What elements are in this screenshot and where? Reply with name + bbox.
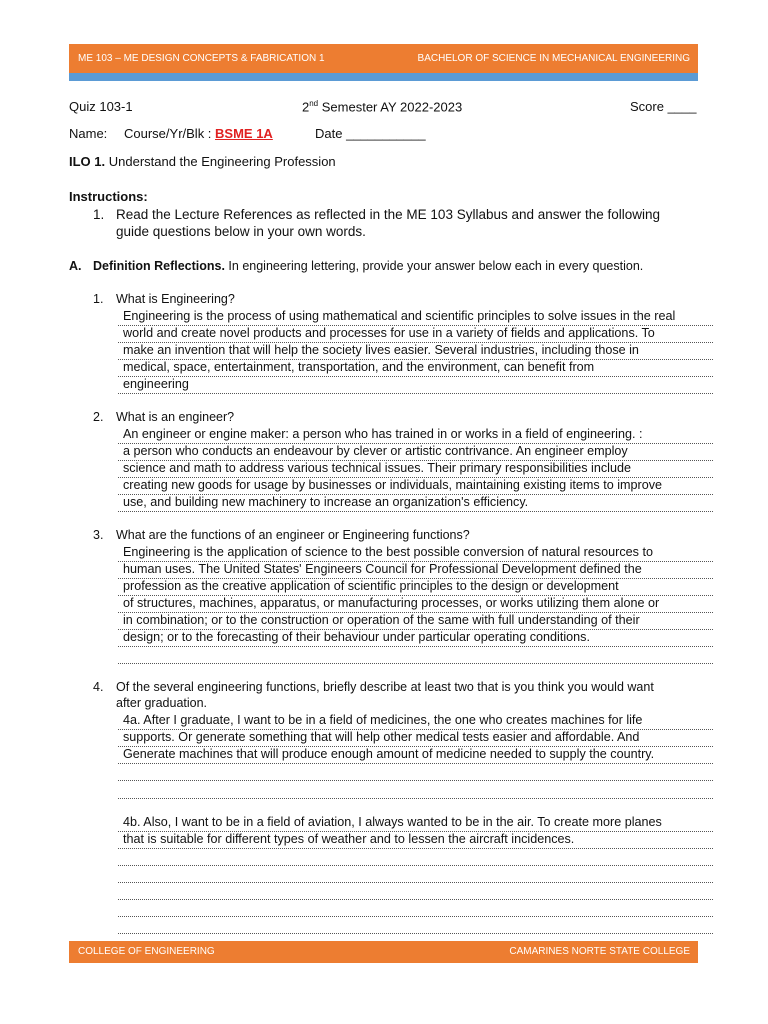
answer-line[interactable]: a person who conducts an endeavour by clever or artistic contrivance. An engineer employ	[118, 443, 713, 461]
section-letter: A.	[69, 259, 82, 273]
program-title: BACHELOR OF SCIENCE IN MECHANICAL ENGINEERING	[417, 53, 690, 64]
blank-answer-line[interactable]	[118, 898, 713, 900]
answer-line[interactable]: make an invention that will help the society lives easier. Several industries, including those in	[118, 342, 713, 360]
answer-line[interactable]: medical, space, entertainment, transportation, and the environment, can benefit from	[118, 359, 713, 377]
school-name: CAMARINES NORTE STATE COLLEGE	[509, 946, 690, 957]
answer-line[interactable]: of structures, machines, apparatus, or manufacturing processes, or works utilizing them alone or	[118, 595, 713, 613]
ilo-line: ILO 1. Understand the Engineering Profession	[69, 154, 336, 169]
header-accent-strip	[69, 73, 698, 81]
answer-line[interactable]: that is suitable for different types of weather and to lessen the aircraft incidences.	[118, 831, 713, 849]
answer-line[interactable]: Generate machines that will produce enough amount of medicine needed to supply the country.	[118, 746, 713, 764]
question-text-line-1: Of the several engineering functions, briefly describe at least two that is you think you would want	[116, 680, 654, 694]
question-number: 2.	[93, 410, 104, 424]
answer-line[interactable]: design; or to the forecasting of their behaviour under particular operating conditions.	[118, 629, 713, 647]
name-label: Name:	[69, 126, 108, 141]
blank-answer-line[interactable]	[118, 881, 713, 883]
section-heading: Definition Reflections. In engineering lettering, provide your answer below each in every question.	[93, 259, 644, 273]
blank-answer-line[interactable]	[118, 797, 713, 799]
answer-line[interactable]: in combination; or to the construction or operation of the same with full understanding of their	[118, 612, 713, 630]
answer-line[interactable]: Engineering is the process of using mathematical and scientific principles to solve issues in the real	[118, 308, 713, 326]
blank-answer-line[interactable]	[118, 779, 713, 781]
answer-line[interactable]: 4a. After I graduate, I want to be in a field of medicines, the one who creates machines for life	[118, 712, 713, 730]
answer-line[interactable]: supports. Or generate something that will help other medical tests easier and affordable. And	[118, 729, 713, 747]
blank-answer-line[interactable]	[118, 864, 713, 866]
header-band	[69, 44, 698, 73]
quiz-label: Quiz 103-1	[69, 99, 133, 114]
course-title: ME 103 – ME DESIGN CONCEPTS & FABRICATION 1	[78, 53, 325, 64]
answer-line[interactable]: An engineer or engine maker: a person who has trained in or works in a field of engineering. :	[118, 426, 713, 444]
question-number: 4.	[93, 680, 104, 694]
answer-line[interactable]: Engineering is the application of science to the best possible conversion of natural resources to	[118, 544, 713, 562]
blank-answer-line[interactable]	[118, 662, 713, 664]
instruction-number: 1.	[93, 207, 105, 222]
question-text: What is an engineer?	[116, 410, 235, 424]
instruction-line-2: guide questions below in your own words.	[116, 224, 366, 239]
question-text: What is Engineering?	[116, 292, 235, 306]
question-text: What are the functions of an engineer or Engineering functions?	[116, 528, 470, 542]
course-field[interactable]: Course/Yr/Blk : BSME 1A	[124, 126, 273, 141]
blank-answer-line[interactable]	[118, 915, 713, 917]
instructions-title: Instructions:	[69, 189, 148, 204]
score-field[interactable]: Score ____	[630, 99, 697, 114]
blank-answer-line[interactable]	[118, 932, 713, 934]
question-number: 1.	[93, 292, 104, 306]
instruction-line-1: Read the Lecture References as reflected in the ME 103 Syllabus and answer the following	[116, 207, 661, 222]
question-number: 3.	[93, 528, 104, 542]
answer-line[interactable]: use, and building new machinery to increase an organization's efficiency.	[118, 494, 713, 512]
answer-line[interactable]: world and create novel products and processes for use in a variety of fields and applications. To	[118, 325, 713, 343]
footer-band	[69, 941, 698, 963]
course-value: BSME 1A	[215, 126, 273, 141]
college-name: COLLEGE OF ENGINEERING	[78, 946, 215, 957]
semester-label: 2nd Semester AY 2022-2023	[302, 99, 463, 115]
answer-line[interactable]: 4b. Also, I want to be in a field of aviation, I always wanted to be in the air. To create more planes	[118, 814, 713, 832]
question-text-line-2: after graduation.	[116, 696, 208, 710]
date-field[interactable]: Date ___________	[315, 126, 426, 141]
answer-line[interactable]: engineering	[118, 376, 713, 394]
answer-line[interactable]: science and math to address various technical issues. Their primary responsibilities include	[118, 460, 713, 478]
answer-line[interactable]: profession as the creative application of scientific principles to the design or development	[118, 578, 713, 596]
answer-line[interactable]: human uses. The United States' Engineers Council for Professional Development defined the	[118, 561, 713, 579]
answer-line[interactable]: creating new goods for usage by businesses or individuals, maintaining existing items to improve	[118, 477, 713, 495]
